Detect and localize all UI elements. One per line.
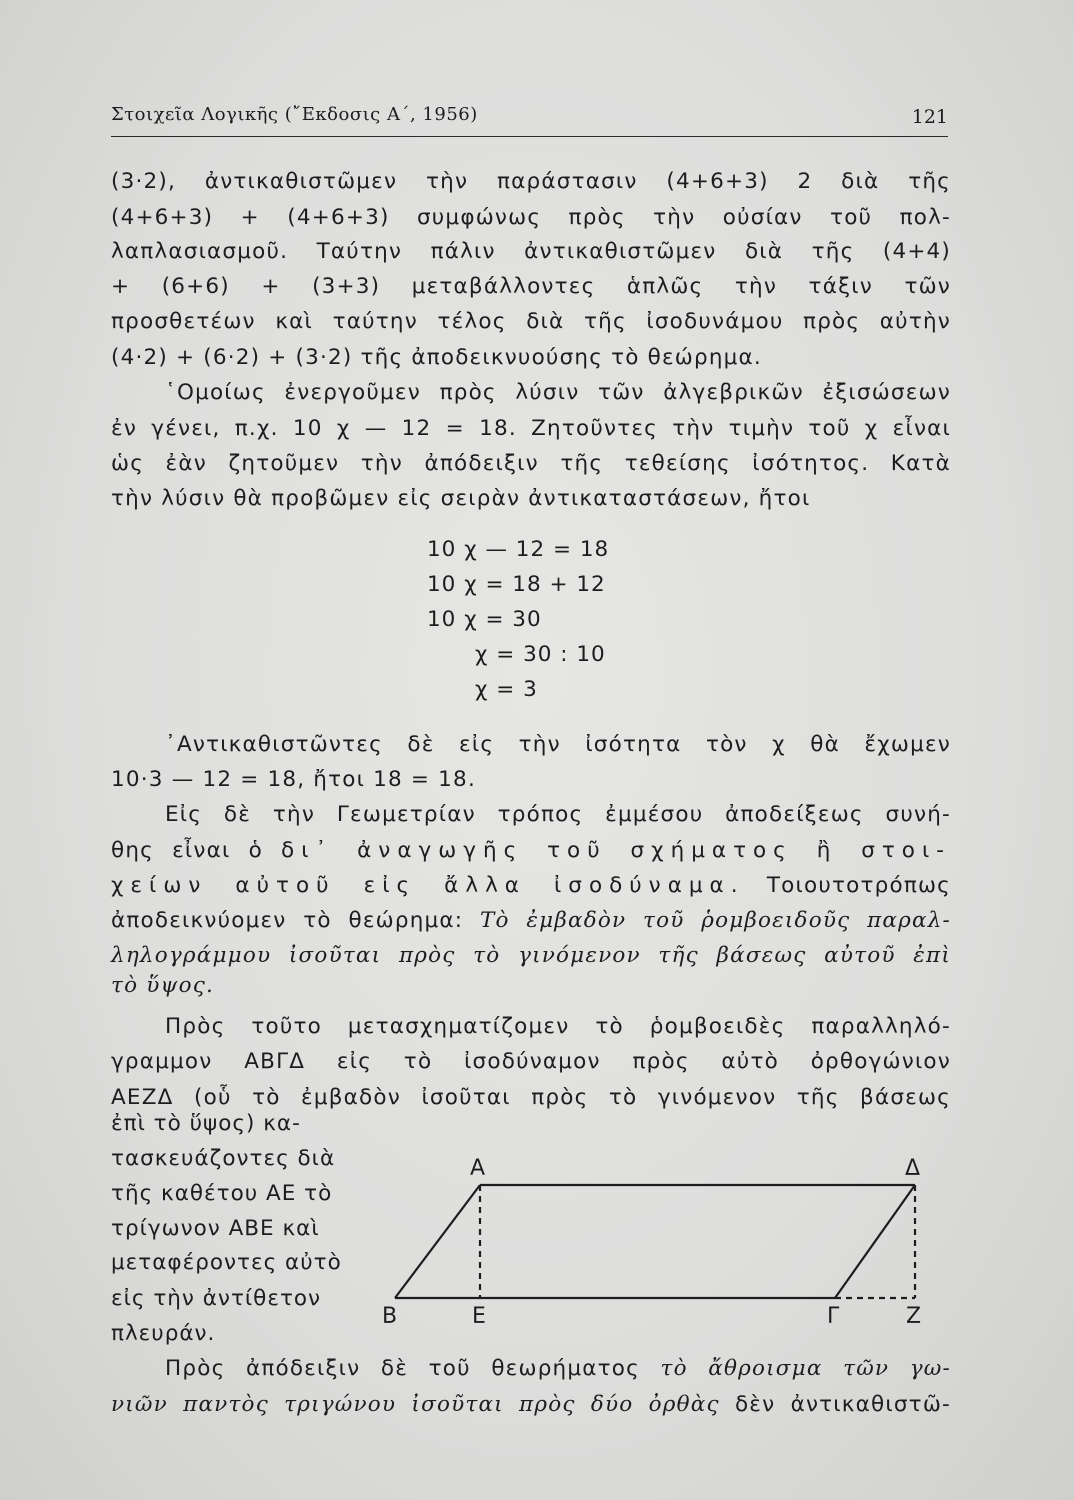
text-span: Πρὸς ἀπόδειξιν δὲ τοῦ θεωρήματος: [165, 1356, 661, 1381]
italic-theorem: Τὸ ἐμβαδὸν τοῦ ῥομβοειδοῦς παραλ-: [480, 908, 951, 933]
italic-theorem: νιῶν παντὸς τριγώνου ἰσοῦται πρὸς δύο ὀρθὰς: [111, 1392, 720, 1417]
vertex-label-G: Γ: [827, 1304, 840, 1329]
equation-line: χ = 3: [475, 677, 538, 702]
page-number: 121: [911, 106, 948, 128]
vertex-label-E: Ε: [472, 1304, 486, 1329]
italic-theorem: ληλογράμμου ἰσοῦται πρὸς τὸ γινόμενον τῆς βάσεως αὐτοῦ ἐπὶ: [111, 943, 951, 968]
parallelogram-figure: [350, 1145, 950, 1355]
text-line: ἐν γένει, π.χ. 10 χ — 12 = 18. Ζητοῦντες τὴν τιμὴν τοῦ χ εἶναι: [111, 416, 951, 441]
parallelogram-diagram: [350, 1145, 950, 1355]
text-line: ὡς ἐὰν ζητοῦμεν τὴν ἀπόδειξιν τῆς τεθείσης ἰσότητος. Κατὰ: [111, 451, 951, 476]
vertex-label-Z: Ζ: [906, 1304, 922, 1329]
text-line: [111, 904, 951, 938]
text-line: (4·2) + (6·2) + (3·2) τῆς ἀποδεικνυούσης τὸ θεώρημα.: [111, 345, 762, 370]
text-line: μεταφέροντες αὐτὸ: [111, 1250, 342, 1275]
spaced-emphasis: χείων αὐτοῦ εἰς ἄλλα ἰσοδύναμα.: [111, 873, 745, 898]
text-line: τὴν λύσιν θὰ προβῶμεν εἰς σειρὰν ἀντικαταστάσεων, ἤτοι: [111, 486, 811, 511]
equation-line: 10 χ = 30: [427, 607, 542, 632]
equation-line: 10 χ — 12 = 18: [427, 537, 610, 562]
text-line: ΑΕΖΔ (οὗ τὸ ἐμβαδὸν ἰσοῦται πρὸς τὸ γινόμενον τῆς βάσεως: [111, 1085, 951, 1110]
text-line: πλευράν.: [111, 1321, 216, 1346]
text-line: προσθετέων καὶ ταύτην τέλος διὰ τῆς ἰσοδυνάμου πρὸς αὐτὴν: [111, 309, 951, 334]
vertex-label-D: Δ: [905, 1156, 921, 1181]
running-header: [111, 100, 948, 137]
vertex-label-A: Α: [470, 1156, 486, 1181]
text-line: ἐπὶ τὸ ὕψος) κα-: [111, 1111, 301, 1136]
text-line: Εἰς δὲ τὴν Γεωμετρίαν τρόπος ἐμμέσου ἀποδείξεως συνή-: [165, 802, 951, 827]
side-GD: [835, 1185, 915, 1298]
text-span: ἀποδεικνύομεν τὸ θεώρημα:: [111, 908, 480, 933]
text-line: [111, 869, 951, 903]
italic-theorem: τὸ ὕψος.: [111, 973, 215, 998]
italic-theorem: τὸ ἄθροισμα τῶν γω-: [660, 1356, 951, 1381]
equation-line: 10 χ = 18 + 12: [427, 572, 606, 597]
text-line: [165, 1352, 951, 1386]
equation-line: χ = 30 : 10: [475, 642, 606, 667]
text-line: ῾Ομοίως ἐνεργοῦμεν πρὸς λύσιν τῶν ἀλγεβρικῶν ἐξισώσεων: [165, 380, 951, 405]
side-AB: [395, 1185, 480, 1298]
text-line: γραμμον ΑΒΓΔ εἰς τὸ ἰσοδύναμον πρὸς αὐτὸ ὀρθογώνιον: [111, 1049, 951, 1074]
text-line: (3·2), ἀντικαθιστῶμεν τὴν παράστασιν (4+6+3) 2 διὰ τῆς: [111, 169, 951, 194]
text-line: [111, 834, 951, 868]
spaced-emphasis: δι᾿ ἀναγωγῆς τοῦ σχήματος ἢ στοι-: [281, 838, 951, 863]
text-span: Τοιουτοτρόπως: [744, 873, 951, 898]
text-line: 10·3 — 12 = 18, ἤτοι 18 = 18.: [111, 767, 476, 792]
text-span: θης εἶναι ὁ: [111, 838, 282, 863]
text-line: τῆς καθέτου ΑΕ τὸ: [111, 1181, 333, 1206]
text-line: λαπλασιασμοῦ. Ταύτην πάλιν ἀντικαθιστῶμεν διὰ τῆς (4+4): [111, 239, 951, 264]
vertex-label-B: Β: [382, 1304, 398, 1329]
text-line: + (6+6) + (3+3) μεταβάλλοντες ἁπλῶς τὴν τάξιν τῶν: [111, 274, 951, 299]
text-line: Πρὸς τοῦτο μετασχηματίζομεν τὸ ῥομβοειδὲς παραλληλό-: [165, 1014, 951, 1039]
text-line: [111, 1388, 951, 1422]
text-line: (4+6+3) + (4+6+3) συμφώνως πρὸς τὴν οὐσίαν τοῦ πολ-: [111, 205, 951, 230]
text-line: τρίγωνον ΑΒΕ καὶ: [111, 1216, 320, 1241]
text-line: εἰς τὴν ἀντίθετον: [111, 1286, 322, 1311]
text-span: δὲν ἀντικαθιστῶ-: [719, 1392, 951, 1417]
text-line: ᾿Αντικαθιστῶντες δὲ εἰς τὴν ἰσότητα τὸν χ θὰ ἔχωμεν: [165, 732, 951, 757]
running-title: Στοιχεῖα Λογικῆς (῎Εκδοσις Α΄, 1956): [111, 104, 478, 125]
text-line: τασκευάζοντες διὰ: [111, 1146, 336, 1171]
